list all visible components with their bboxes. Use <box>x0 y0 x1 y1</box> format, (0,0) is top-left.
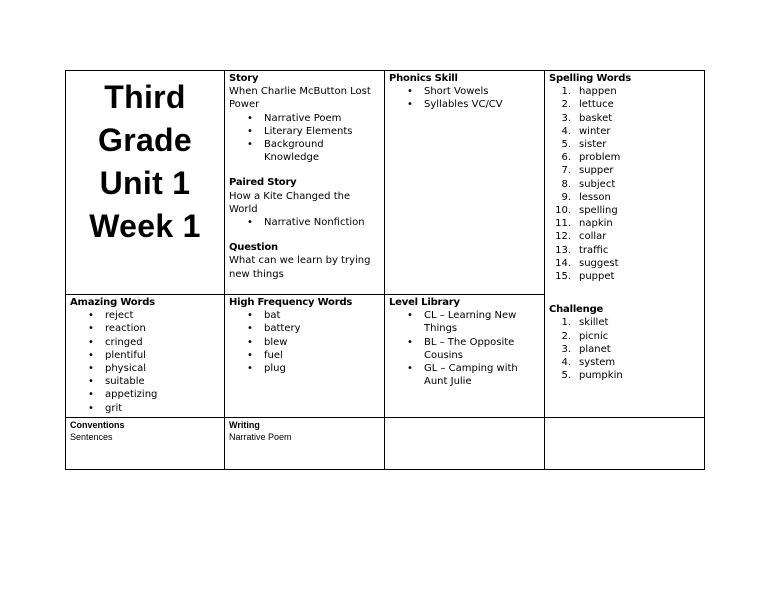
list-item: 12. collar <box>555 231 607 243</box>
challenge-list <box>549 316 700 382</box>
list-item: • Narrative Nonfiction <box>229 216 380 229</box>
list-item: 6. problem <box>561 152 621 164</box>
list-item: • Background Knowledge <box>229 138 380 164</box>
list-item: 2. lettuce <box>561 99 614 111</box>
story-cell <box>225 71 385 295</box>
conventions-text: Sentences <box>70 431 113 442</box>
list-item: • suitable <box>70 375 220 388</box>
list-item: • grit <box>70 402 220 415</box>
list-item: 4. winter <box>561 125 611 137</box>
writing-text: Narrative Poem <box>229 431 292 442</box>
list-item: 13. traffic <box>555 244 609 256</box>
list-item: 7. supper <box>561 165 614 177</box>
list-item: 11. napkin <box>555 218 613 230</box>
phonics-heading: Phonics Skill <box>389 73 458 84</box>
list-item: • appetizing <box>70 388 220 401</box>
conventions-cell <box>66 417 225 469</box>
challenge-heading: Challenge <box>549 304 604 316</box>
phonics-cell <box>385 71 545 295</box>
list-item: • Short Vowels <box>389 85 540 98</box>
writing-heading: Writing <box>229 419 260 430</box>
story-list <box>229 112 380 165</box>
conventions-heading: Conventions <box>70 419 125 430</box>
weekly-plan-table <box>65 70 705 470</box>
list-item: 10. spelling <box>555 205 618 217</box>
list-item: 15. puppet <box>555 271 615 283</box>
empty-cell <box>385 417 545 469</box>
spelling-cell <box>545 71 705 418</box>
list-item: • physical <box>70 362 220 375</box>
spelling-list <box>549 85 700 283</box>
list-item: • BL – The Opposite Cousins <box>389 336 540 362</box>
amazing-words-heading: Amazing Words <box>70 297 155 308</box>
spelling-heading: Spelling Words <box>549 73 631 84</box>
hfw-heading: High Frequency Words <box>229 297 353 308</box>
list-item: 5. sister <box>561 139 607 151</box>
question-heading: Question <box>229 242 278 254</box>
list-item: 8. subject <box>561 178 616 190</box>
list-item: • cringed <box>70 336 220 349</box>
story-name: When Charlie McButton Lost Power <box>229 86 371 111</box>
list-item: • blew <box>229 336 380 349</box>
story-heading: Story <box>229 73 259 84</box>
amazing-words-cell <box>66 295 225 418</box>
list-item: 5. pumpkin <box>561 370 623 382</box>
empty-cell <box>545 417 705 469</box>
list-item: • Literary Elements <box>229 125 380 138</box>
paired-story-heading: Paired Story <box>229 177 297 189</box>
list-item: • plentiful <box>70 349 220 362</box>
list-item: • reaction <box>70 322 220 335</box>
list-item: 4. system <box>561 357 616 369</box>
question-text: What can we learn by trying new things <box>229 255 371 280</box>
list-item: 3. planet <box>561 343 611 355</box>
list-item: • Syllables VC/CV <box>389 98 540 111</box>
list-item: • CL – Learning New Things <box>389 309 540 335</box>
list-item: 1. happen <box>561 86 617 98</box>
list-item: 3. basket <box>561 112 613 124</box>
level-library-heading: Level Library <box>389 297 460 308</box>
list-item: • bat <box>229 309 380 322</box>
list-item: 2. picnic <box>561 330 609 342</box>
writing-cell <box>225 417 385 469</box>
list-item: 14. suggest <box>555 257 619 269</box>
list-item: • plug <box>229 362 380 375</box>
paired-story-name: How a Kite Changed the World <box>229 190 351 215</box>
hfw-cell <box>225 295 385 418</box>
page-title: Third Grade Unit 1 Week 1 <box>89 79 201 244</box>
level-library-cell <box>385 295 545 418</box>
list-item: 1. skillet <box>561 317 609 329</box>
list-item: • battery <box>229 322 380 335</box>
list-item: 9. lesson <box>561 191 611 203</box>
list-item: • GL – Camping with Aunt Julie <box>389 362 540 388</box>
list-item: • fuel <box>229 349 380 362</box>
list-item: • reject <box>70 309 220 322</box>
title-cell <box>66 71 225 295</box>
list-item: • Narrative Poem <box>229 112 380 125</box>
